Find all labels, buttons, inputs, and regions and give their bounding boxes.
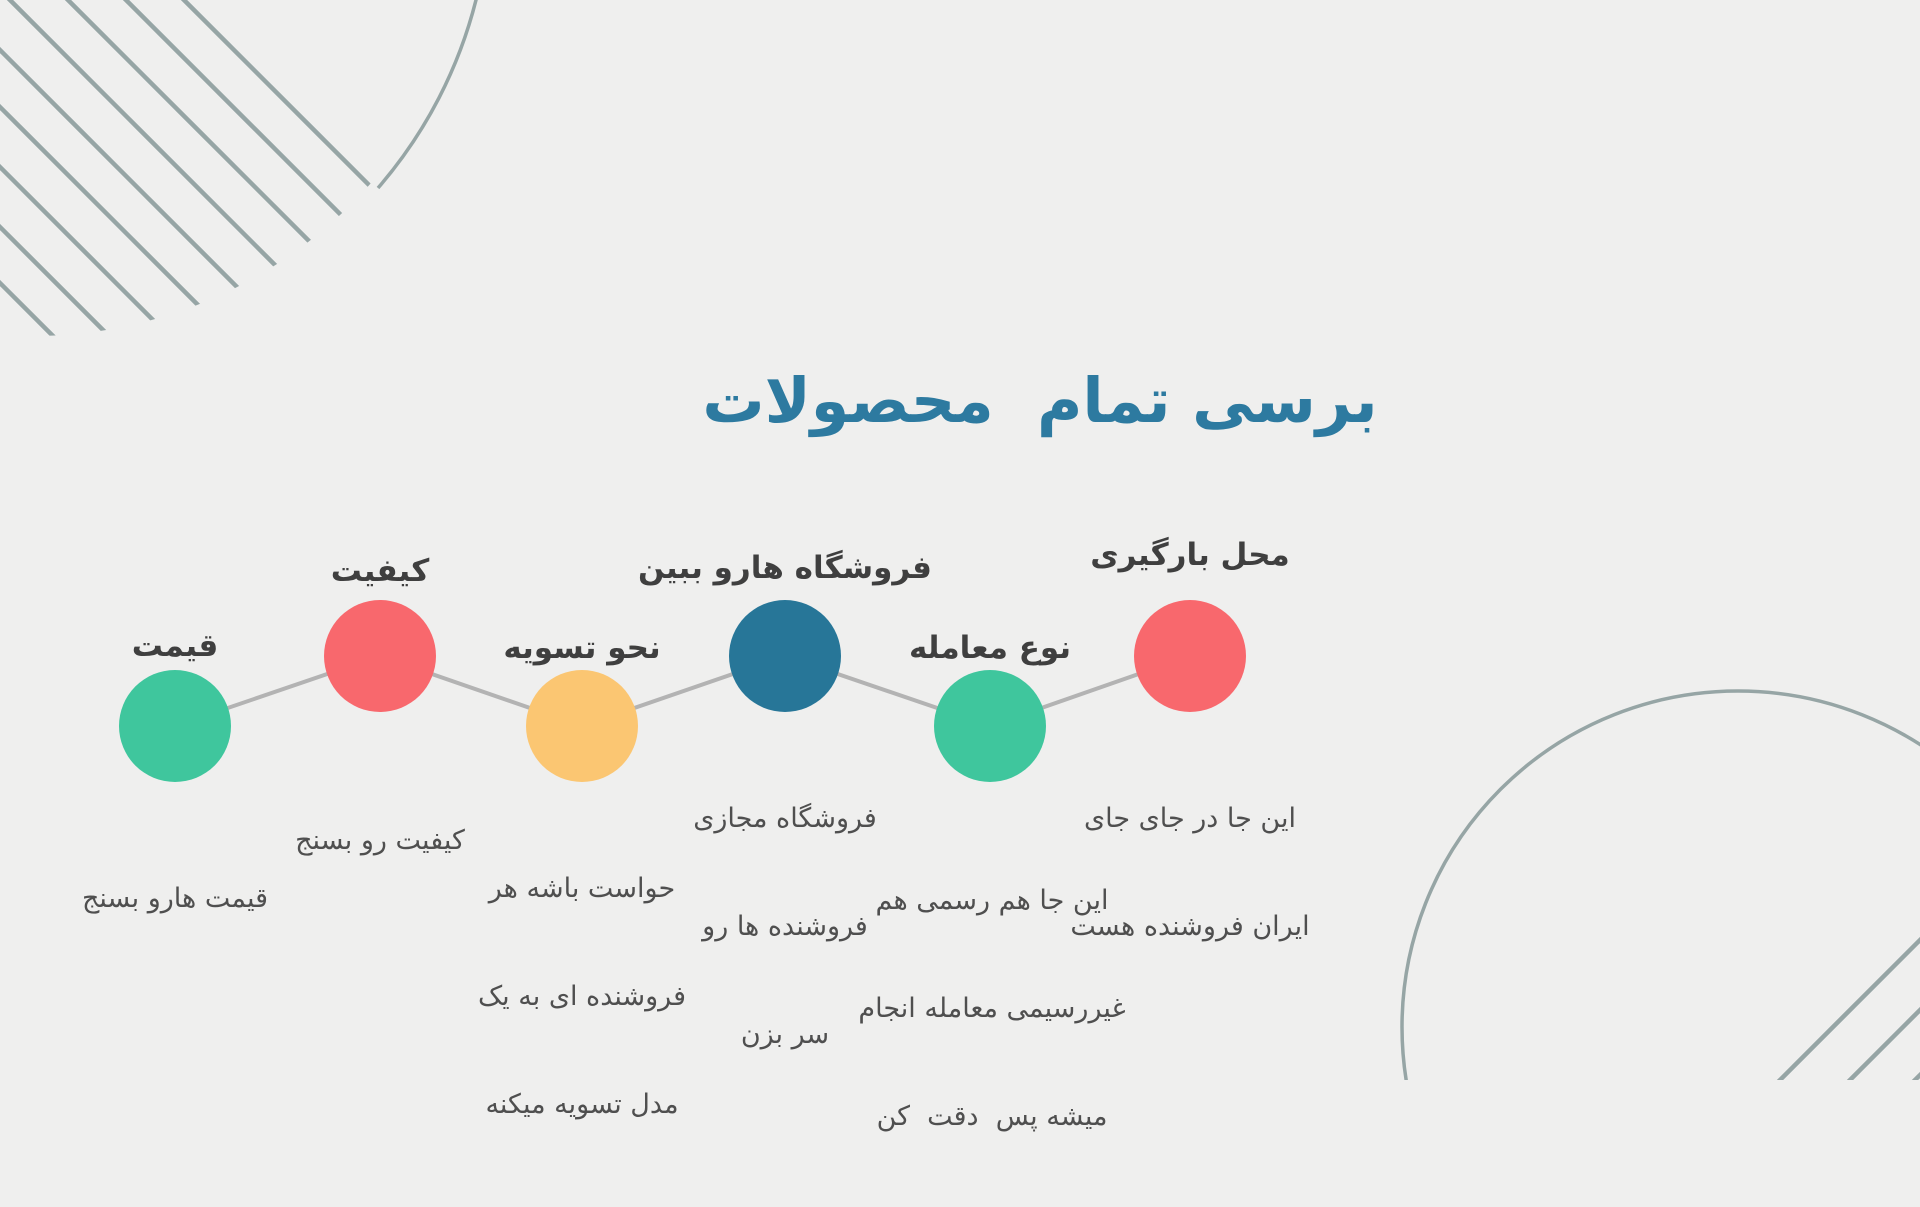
topleft-stripes-decoration bbox=[0, 0, 884, 700]
description-line: فروشگاه مجازی bbox=[693, 803, 877, 834]
description-line: فروشنده ها رو bbox=[702, 911, 868, 942]
bottomright-circle-decoration bbox=[1402, 691, 1920, 1080]
step-label: نوع معامله bbox=[908, 630, 1072, 666]
bottomright-stripes-decoration bbox=[1760, 920, 1920, 1080]
slide-title: برسی تمام محصولات bbox=[702, 364, 1378, 437]
description-line: این جا هم رسمی هم bbox=[875, 885, 1109, 916]
step-label: کیفیت bbox=[330, 553, 430, 589]
step-label: فروشگاه هارو ببین bbox=[638, 550, 932, 586]
topleft-arc-decoration bbox=[378, 0, 477, 188]
description-line: قیمت هارو بسنج bbox=[81, 883, 269, 914]
step-description bbox=[1010, 729, 1370, 1017]
description-line: مدل تسویه میکنه bbox=[485, 1089, 679, 1120]
description-line: سر بزن bbox=[740, 1019, 830, 1050]
step-label: محل بارگیری bbox=[1090, 537, 1290, 573]
description-line: حواست باشه هر bbox=[488, 873, 676, 904]
description-line: کیفیت رو بسنج bbox=[295, 825, 465, 856]
description-line: این جا در جای جای bbox=[1084, 803, 1296, 834]
step-circle bbox=[1134, 600, 1246, 712]
description-line: غیررسیمی معامله انجام bbox=[858, 993, 1126, 1024]
description-line: ایران فروشنده هست bbox=[1070, 911, 1310, 942]
description-line: فروشنده ای به یک bbox=[478, 981, 686, 1012]
step-label: قیمت bbox=[131, 628, 219, 664]
step-label: نحو تسویه bbox=[503, 630, 661, 666]
description-line: میشه پس دقت کن bbox=[876, 1101, 1108, 1132]
